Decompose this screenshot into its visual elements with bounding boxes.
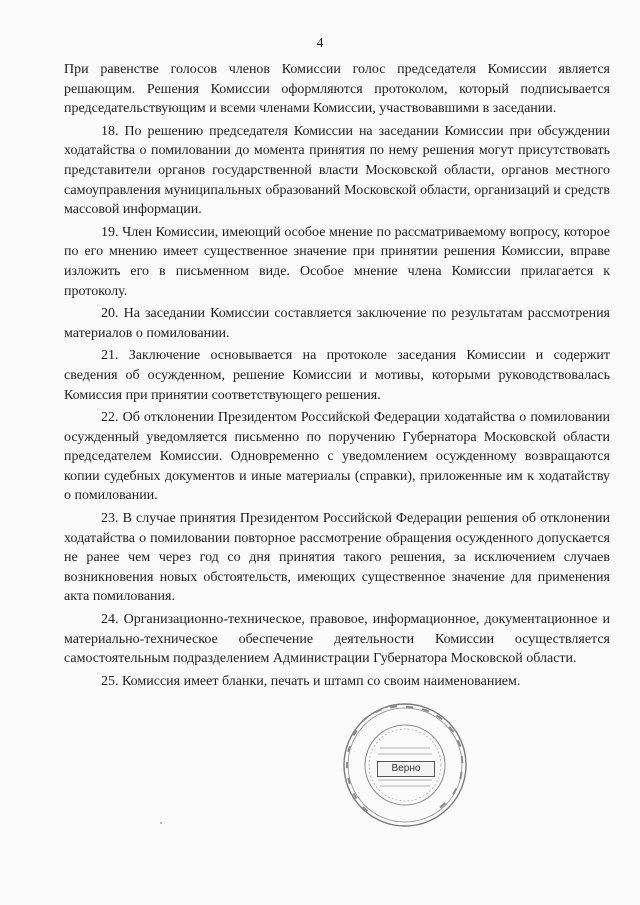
document-body (64, 60, 610, 694)
paragraph-18: 18. По решению председателя Комиссии на заседании Комиссии при обсуждении ходатайства о помиловании до момента принятия по нему решения могут присутствовать представители органов государственной власти Московской области, органов местного самоуправления муниципальных образований Московской области, организаций и средств массовой информации. (64, 123, 610, 218)
paragraph-24: 24. Организационно-техническое, правовое, информационное, документационное и материально-техническое обеспечение деятельности Комиссии осуществляется самостоятельным подразделением Администрации Губернатора Московской области. (64, 612, 610, 667)
seal-label: Верно (377, 761, 435, 777)
paragraph-19: 19. Член Комиссии, имеющий особое мнение по рассматриваемому вопросу, которое по его мнению имеет существенное значение при принятии решения Комиссии, вправе изложить его в письменном виде. Особое мнение члена Комиссии прилагается к протоколу. (64, 224, 610, 299)
paragraph-21: 21. Заключение основывается на протоколе заседания Комиссии и содержит сведения об осужденном, решение Комиссии и мотивы, которыми руководствовалась Комиссия при принятии соответствующего решения. (64, 348, 610, 403)
scan-artifact (160, 822, 162, 824)
paragraph-continuation: При равенстве голосов членов Комиссии голос председателя Комиссии является решающим. Решения Комиссии оформляются протоколом, который подписывается председательствующим и всеми членами Комиссии, участвовавшими в заседании. (64, 62, 610, 117)
paragraph-20: 20. На заседании Комиссии составляется заключение по результатам рассмотрения материалов о помиловании. (64, 306, 610, 341)
paragraph-25: 25. Комиссия имеет бланки, печать и штамп со своим наименованием. (101, 673, 521, 689)
paragraph-22: 22. Об отклонении Президентом Российской Федерации ходатайства о помиловании осужденный уведомляется письменно по поручению Губернатора Московской области председателем Комиссии. Одновременно с уведомлением осужденному возвращаются копии судебных документов и иные материалы (справки), приложенные им к ходатайству о помиловании. (64, 410, 610, 504)
page-number: 4 (316, 36, 324, 51)
official-seal (340, 700, 470, 830)
paragraph-23: 23. В случае принятия Президентом Российской Федерации решения об отклонении ходатайства о помиловании повторное рассмотрение обращения осужденного допускается не ранее чем через год со дня принятия такого решения, за исключением случаев возникновения новых обстоятельств, имеющих существенное значение для применения акта помилования. (64, 511, 610, 605)
